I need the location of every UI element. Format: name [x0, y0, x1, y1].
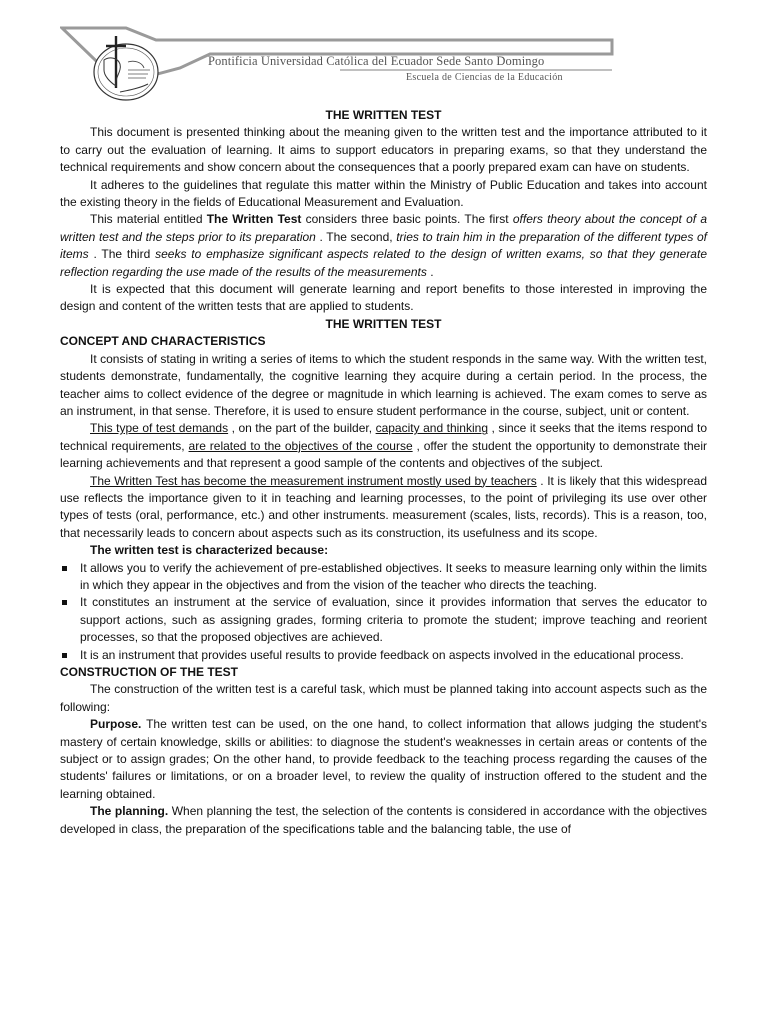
text-run: .	[426, 264, 434, 279]
text-run: The written test can be used, on the one hand, to collect information that allows judging the student's mastery of certain knowledge, skills or abilities: to diagnose the student's weaknesses in certain areas or contents of the subject or to assign grades; On the other hand, to provide feedback to the teaching process regarding the causes of the students' failures or limitations, or on a broader level, to review the quality of instruction offered to the student and the learning obtained.	[60, 717, 707, 801]
document-body	[60, 107, 707, 838]
bold-run: The written test is characterized because:	[90, 543, 329, 558]
underlined-run: capacity and thinking	[375, 421, 488, 436]
text-run: When planning the test, the selection of the contents is considered in accordance with the objectives developed in class, the preparation of the specifications table and the balancing table, the use of	[60, 804, 708, 836]
text-run: This material entitled	[90, 212, 207, 227]
section-title: THE WRITTEN TEST	[325, 316, 442, 331]
text-run: . The second,	[315, 229, 397, 244]
intro-paragraph-4: It is expected that this document will generate learning and report benefits to those interested in improving the design and content of the written tests that are applied to students.	[60, 282, 707, 314]
text-run: . The third	[88, 247, 156, 262]
planning-paragraph	[60, 803, 707, 838]
institution-name: Pontificia Universidad Católica del Ecuador Sede Santo Domingo	[208, 54, 545, 68]
text-run: considers three basic points. The first	[301, 212, 513, 227]
bold-run: The Written Test	[206, 212, 302, 227]
list-item: It allows you to verify the achievement of pre-established objectives. It seeks to measure learning only within the limits in which they appear in the objectives and from the vision of the teacher who directs the teaching.	[60, 560, 707, 595]
text-run: , since it seeks that the items respond to technical requirements,	[60, 421, 707, 453]
intro-paragraph-3	[60, 211, 707, 281]
university-seal-icon	[90, 30, 168, 110]
bold-run: Purpose.	[90, 717, 142, 732]
concept-paragraph-3	[60, 473, 707, 543]
italic-run: tries to train him in the preparation of the different types of items	[60, 229, 707, 262]
characteristics-list	[60, 560, 707, 664]
page-header	[60, 22, 616, 94]
list-item: It constitutes an instrument at the service of evaluation, since it provides information that serves the educator to support actions, such as assigning grades, forming criteria to promote the student; improve teaching and reorient processes, so that the proposed objectives are achieved.	[60, 594, 707, 646]
intro-paragraph-2: It adheres to the guidelines that regulate this matter within the Ministry of Public Education and takes into account the existing theory in the fields of Educational Measurement and Evaluation.	[60, 177, 707, 210]
document-title: THE WRITTEN TEST	[325, 108, 442, 122]
school-name: Escuela de Ciencias de la Educación	[406, 72, 563, 83]
underlined-run: are related to the objectives of the course	[188, 438, 413, 453]
purpose-paragraph	[60, 716, 707, 803]
italic-run: seeks to emphasize significant aspects related to the design of written exams, so that they generate reflection regarding the use made of the results of the measurements	[60, 247, 707, 279]
intro-paragraph-1: This document is presented thinking about the meaning given to the written test and the importance attributed to it to carry out the evaluation of learning. It aims to support educators in preparing exams, so that they understand the technical requirements and show concern about the consequences that a poorly prepared exam can have on students.	[60, 125, 707, 175]
italic-run: offers theory about the concept of a written test and the steps prior to its preparation	[60, 212, 707, 244]
bold-run: The planning.	[90, 804, 169, 819]
underlined-run: The Written Test has become the measurement instrument mostly used by teachers	[90, 473, 537, 488]
underlined-run: This type of test demands	[90, 421, 229, 436]
concept-heading: CONCEPT AND CHARACTERISTICS	[60, 334, 266, 349]
list-item: It is an instrument that provides useful results to provide feedback on aspects involved in the educational process.	[60, 647, 707, 664]
text-run: . It is likely that this widespread use reflects the importance given to it in teaching and learning processes, to the point of privileging its use over other types of tests (oral, performance, etc.) and other instruments. measurement (scales, lists, records). This is a reason, too, that necessarily leads to concern about aspects such as its construction, its usefulness and its scope.	[60, 473, 707, 540]
construction-heading: CONSTRUCTION OF THE TEST	[60, 665, 238, 679]
text-run: , offer the student the opportunity to demonstrate their learning achievements and that represent a good sample of the contents and objectives of the subject.	[60, 438, 707, 471]
text-run: , on the part of the builder,	[228, 421, 376, 436]
concept-paragraph-1: It consists of stating in writing a series of items to which the student responds in the same way. With the written test, students demonstrate, fundamentally, the cognitive learning they acquire during a certain period. In the process, the teacher aims to collect evidence of the degree or magnitude in which learning is achieved. The exam comes to serve as an instrument, in that sense. Therefore, it is used to ensure student performance in the course, subject, unit or content.	[60, 351, 707, 418]
concept-paragraph-2	[60, 420, 707, 472]
construction-paragraph: The construction of the written test is a careful task, which must be planned taking into account aspects such as the following:	[60, 682, 707, 714]
characterized-label	[60, 542, 707, 559]
